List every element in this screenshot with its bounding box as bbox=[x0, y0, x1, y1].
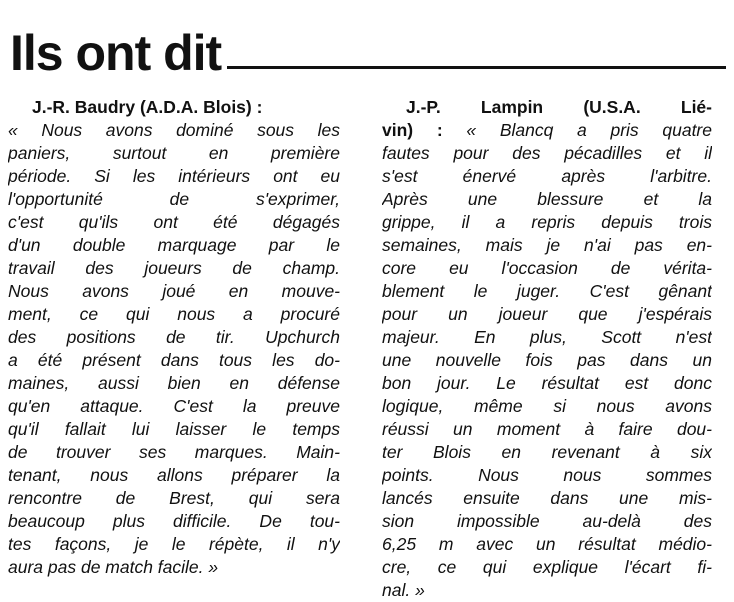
text-line: Nous avons joué en mouve- bbox=[8, 281, 340, 301]
text-line: nal. » bbox=[382, 580, 425, 600]
text-line: grippe, il a repris depuis trois bbox=[382, 212, 712, 232]
article-header bbox=[10, 22, 726, 81]
text-line: s'est énervé après l'arbitre. bbox=[382, 166, 712, 186]
text-line: qu'en attaque. C'est la preuve bbox=[8, 396, 340, 416]
text-line: rencontre de Brest, qui sera bbox=[8, 488, 340, 508]
text-line: logique, même si nous avons bbox=[382, 396, 712, 416]
text-line: de trouver ses marques. Main- bbox=[8, 442, 340, 462]
text-line: fautes pour des pécadilles et il bbox=[382, 143, 712, 163]
text-line: tes façons, je le répète, il n'y bbox=[8, 534, 340, 554]
text-line: points. Nous nous sommes bbox=[382, 465, 712, 485]
text-line: paniers, surtout en première bbox=[8, 143, 340, 163]
right-speaker-cont: vin) : bbox=[382, 120, 443, 140]
text-line: tenant, nous allons préparer la bbox=[8, 465, 340, 485]
text-line: réussi un moment à faire dou- bbox=[382, 419, 712, 439]
right-column bbox=[382, 96, 712, 602]
text-line: semaines, mais je n'ai pas en- bbox=[382, 235, 712, 255]
text-line: pour un joueur que j'espérais bbox=[382, 304, 712, 324]
text-line: majeur. En plus, Scott n'est bbox=[382, 327, 712, 347]
text-line: blement le juger. C'est gênant bbox=[382, 281, 712, 301]
text-line: bon jour. Le résultat est donc bbox=[382, 373, 712, 393]
text-line: c'est qu'ils ont été dégagés bbox=[8, 212, 340, 232]
left-quote bbox=[8, 119, 340, 579]
text-line: maines, aussi bien en défense bbox=[8, 373, 340, 393]
text-line: cre, ce qui explique l'écart fi- bbox=[382, 557, 712, 577]
headline-rule bbox=[227, 66, 726, 69]
text-line: aura pas de match facile. » bbox=[8, 557, 219, 577]
right-speaker-line bbox=[382, 96, 712, 119]
text-line: Après une blessure et la bbox=[382, 189, 712, 209]
left-column bbox=[8, 96, 340, 579]
text-line: ter Blois en revenant à six bbox=[382, 442, 712, 462]
right-quote bbox=[382, 142, 712, 602]
text-line: qu'il fallait lui laisser le temps bbox=[8, 419, 340, 439]
headline: Ils ont dit bbox=[10, 25, 222, 81]
text-line: ment, ce qui nous a procuré bbox=[8, 304, 340, 324]
text-line: a été présent dans tous les do- bbox=[8, 350, 340, 370]
right-quote-start: « Blancq a pris quatre bbox=[466, 120, 712, 140]
right-speaker-line-2 bbox=[382, 119, 712, 142]
text-line: travail des joueurs de champ. bbox=[8, 258, 340, 278]
text-line: sion impossible au-delà des bbox=[382, 511, 712, 531]
text-line: l'opportunité de s'exprimer, bbox=[8, 189, 340, 209]
text-line: 6,25 m avec un résultat médio- bbox=[382, 534, 712, 554]
text-line: « Nous avons dominé sous les bbox=[8, 120, 340, 140]
text-line: beaucoup plus difficile. De tou- bbox=[8, 511, 340, 531]
text-line: lancés ensuite dans une mis- bbox=[382, 488, 712, 508]
text-line: core eu l'occasion de vérita- bbox=[382, 258, 712, 278]
right-speaker: J.-P. Lampin (U.S.A. Lié- bbox=[406, 97, 712, 117]
text-line: d'un double marquage par le bbox=[8, 235, 340, 255]
text-line: une nouvelle fois pas dans un bbox=[382, 350, 712, 370]
text-line: des positions de tir. Upchurch bbox=[8, 327, 340, 347]
left-speaker: J.-R. Baudry (A.D.A. Blois) : bbox=[32, 97, 263, 117]
text-line: période. Si les intérieurs ont eu bbox=[8, 166, 340, 186]
